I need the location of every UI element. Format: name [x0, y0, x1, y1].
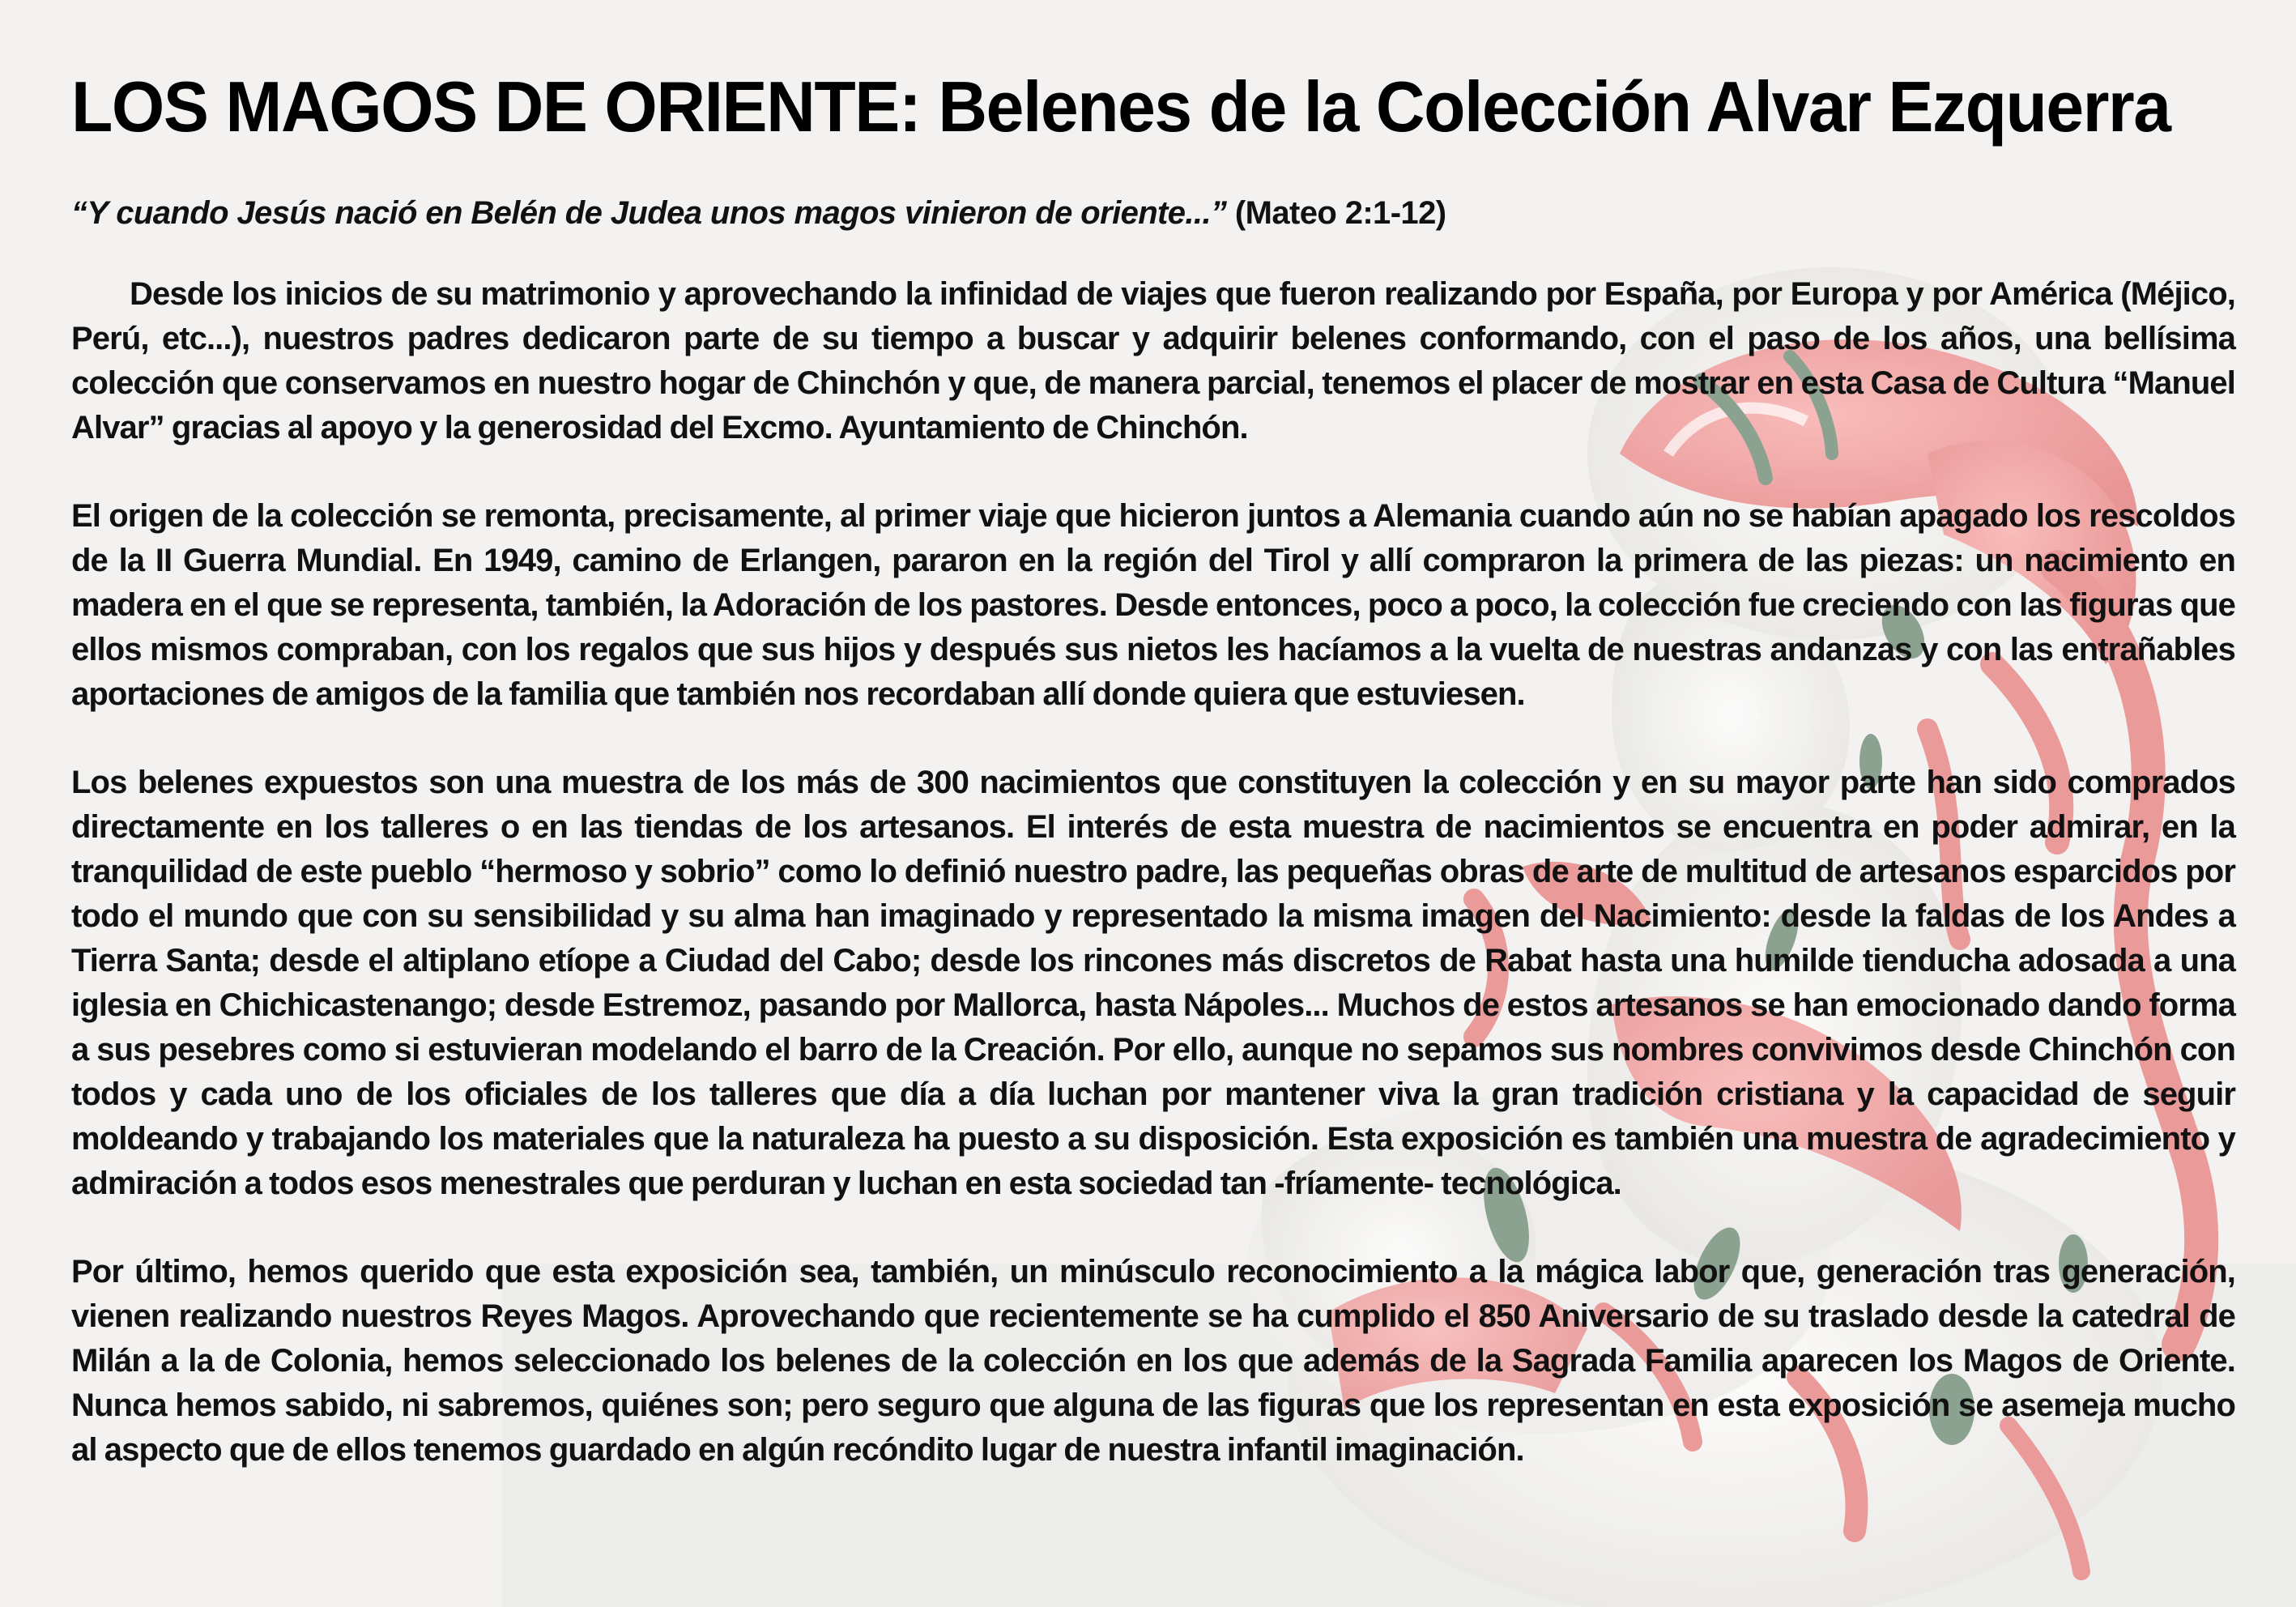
epigraph-quote: “Y cuando Jesús nació en Belén de Judea unos magos vinieron de oriente...”: [71, 195, 1227, 231]
paragraph-three-kings: Por último, hemos querido que esta exposición sea, también, un minúsculo reconocimiento a la mágica labor que, generación tras generación, vienen realizando nuestros Reyes Magos. Aprovechando que recientemente se ha cumplido el 850 Aniversario de su traslado desde la catedral de Milán a la de Colonia, hemos seleccionado los belenes de la colección en los que además de la Sagrada Familia aparecen los Magos de Oriente. Nunca hemos sabido, ni sabremos, quiénes son; pero seguro que alguna de las figuras que los representan en esta exposición se asemeja mucho al aspecto que de ellos tenemos guardado en algún recóndito lugar de nuestra infantil imaginación.: [71, 1254, 2235, 1468]
paragraph-origin: El origen de la colección se remonta, precisamente, al primer viaje que hicieron juntos a Alemania cuando aún no se habían apagado los rescoldos de la II Guerra Mundial. En 1949, camino de Erlangen, pararon en la región del Tirol y allí compraron la primera de las piezas: un nacimiento en madera en el que se representa, también, la Adoración de los pastores. Desde entonces, poco a poco, la colección fue creciendo con las figuras que ellos mismos compraban, con los regalos que sus hijos y después sus nietos les hacíamos a la vuelta de nuestras andanzas y con las entrañables aportaciones de amigos de la familia que también nos recordaban allí donde quiera que estuviesen.: [71, 498, 2235, 712]
document-content: [71, 65, 2235, 1516]
paragraph-exhibition: Los belenes expuestos son una muestra de los más de 300 nacimientos que constituyen la colección y en su mayor parte han sido comprados directamente en los talleres o en las tiendas de los artesanos. El interés de esta muestra de nacimientos se encuentra en poder admirar, en la tranquilidad de este pueblo “hermoso y sobrio” como lo definió nuestro padre, las pequeñas obras de arte de multitud de artesanos esparcidos por todo el mundo que con su sensibilidad y su alma han imaginado y representado la misma imagen del Nacimiento: desde la faldas de los Andes a Tierra Santa; desde el altiplano etíope a Ciudad del Cabo; desde los rincones más discretos de Rabat hasta una humilde tienducha adosada a una iglesia en Chichicastenango; desde Estremoz, pasando por Mallorca, hasta Nápoles... Muchos de estos artesanos se han emocionado dando forma a sus pesebres como si estuvieran modelando el barro de la Creación. Por ello, aunque no sepamos sus nombres convivimos desde Chinchón con todos y cada uno de los oficiales de los talleres que día a día luchan por mantener viva la gran tradición cristiana y la capacidad de seguir moldeando y trabajando los materiales que la naturaleza ha puesto a su disposición. Esta exposición es también una muestra de agradecimiento y admiración a todos esos menestrales que perduran y luchan en esta sociedad tan -fríamente- tecnológica.: [71, 765, 2235, 1201]
epigraph: [71, 191, 2235, 235]
paragraph-intro: Desde los inicios de su matrimonio y aprovechando la infinidad de viajes que fueron realizando por España, por Europa y por América (Méjico, Perú, etc...), nuestros padres dedicaron parte de su tiempo a buscar y adquirir belenes conformando, con el paso de los años, una bellísima colección que conservamos en nuestro hogar de Chinchón y que, de manera parcial, tenemos el placer de mostrar en esta Casa de Cultura “Manuel Alvar” gracias al apoyo y la generosidad del Excmo. Ayuntamiento de Chinchón.: [71, 276, 2235, 445]
epigraph-citation: (Mateo 2:1-12): [1234, 195, 1446, 231]
page-title: LOS MAGOS DE ORIENTE: Belenes de la Colección Alvar Ezquerra: [71, 66, 2170, 147]
